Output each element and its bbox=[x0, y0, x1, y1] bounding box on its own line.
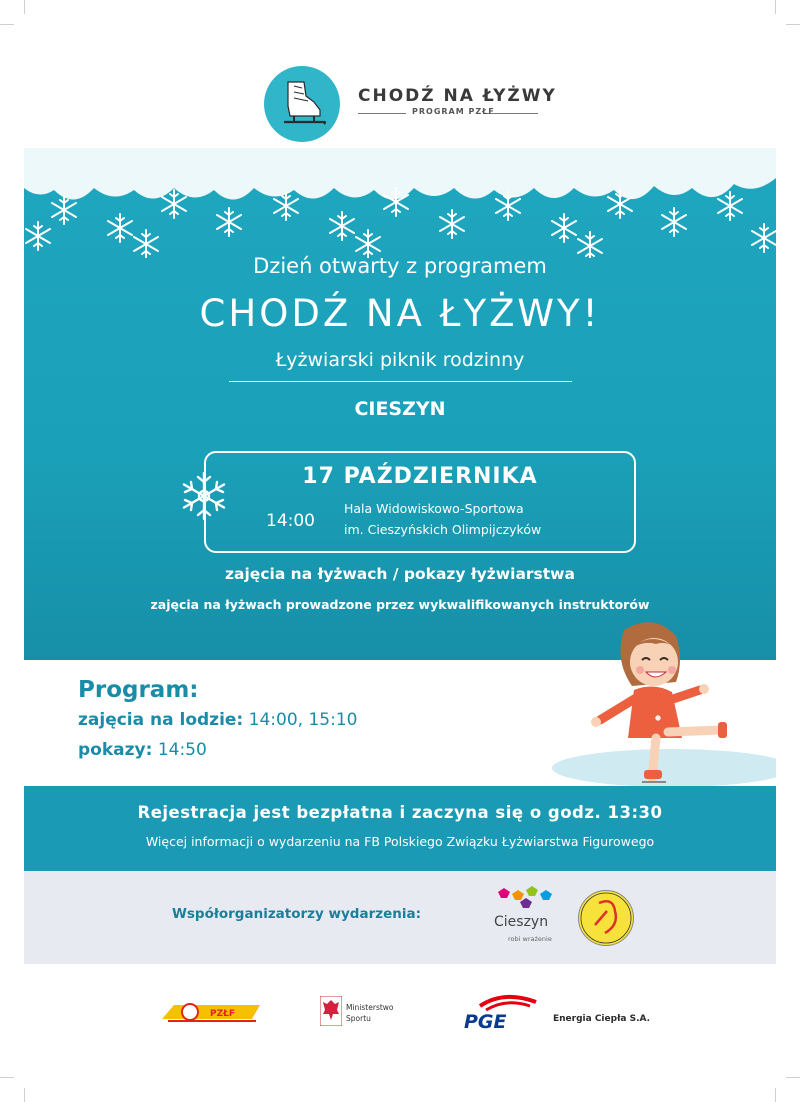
pge-company-name: Energia Ciepła S.A. bbox=[553, 1014, 651, 1024]
poster bbox=[24, 24, 776, 1078]
trim-mark bbox=[775, 1088, 776, 1102]
venue-line: im. Cieszyńskich Olimpijczyków bbox=[344, 522, 542, 537]
trim-mark bbox=[0, 1077, 14, 1078]
trim-mark bbox=[0, 24, 14, 25]
pge-logo-text: PGE bbox=[464, 1011, 507, 1032]
pge-logo bbox=[460, 992, 548, 1032]
divider bbox=[229, 381, 572, 382]
program-item-value: 14:50 bbox=[157, 740, 207, 760]
cieszyn-name: Cieszyn bbox=[494, 914, 549, 930]
program-item bbox=[78, 740, 207, 760]
cieszyn-logo bbox=[492, 886, 556, 914]
logo-subtitle: PROGRAM PZŁF bbox=[412, 107, 495, 116]
event-city: CIESZYN bbox=[354, 398, 446, 420]
facebook-info: Więcej informacji o wydarzeniu na FB Polskiego Związku Łyżwiarstwa Figurowego bbox=[145, 834, 655, 849]
skater-girl-illustration bbox=[572, 620, 732, 785]
program-item-label: pokazy: bbox=[78, 740, 153, 760]
event-headline: CHODŹ NA ŁYŻWY! bbox=[199, 292, 601, 335]
divider bbox=[358, 113, 406, 114]
event-intro: Dzień otwarty z programem bbox=[253, 254, 547, 278]
logo-badge bbox=[264, 66, 340, 142]
skating-club-logo bbox=[578, 890, 634, 946]
trim-mark bbox=[786, 24, 800, 25]
program-heading: Program: bbox=[78, 677, 199, 703]
registration-section bbox=[24, 786, 776, 871]
pzlf-logo-text: PZŁF bbox=[210, 1009, 236, 1019]
skater-silhouette-icon bbox=[579, 891, 633, 945]
event-date: 17 PAŹDZIERNIKA bbox=[302, 464, 538, 489]
program-item bbox=[78, 710, 357, 730]
trim-mark bbox=[786, 1077, 800, 1078]
ice-skate-icon bbox=[264, 66, 340, 142]
trim-mark bbox=[24, 0, 25, 14]
activities-note: zajęcia na łyżwach prowadzone przez wykwalifikowanych instruktorów bbox=[150, 597, 650, 612]
cieszyn-tagline: robi wrażenie bbox=[508, 935, 552, 943]
program-item-value: 14:00, 15:10 bbox=[248, 710, 358, 730]
event-subtitle: Łyżwiarski piknik rodzinny bbox=[275, 349, 525, 371]
trim-mark bbox=[24, 1088, 25, 1102]
snowflake-border bbox=[24, 148, 776, 258]
activities: zajęcia na łyżwach / pokazy łyżwiarstwa bbox=[225, 565, 575, 583]
ministry-line: Sportu bbox=[346, 1014, 371, 1023]
ministry-line: Ministerstwo bbox=[346, 1003, 394, 1012]
event-time: 14:00 bbox=[266, 511, 315, 531]
pzlf-logo bbox=[160, 999, 264, 1025]
registration-info: Rejestracja jest bezpłatna i zaczyna się o godz. 13:30 bbox=[137, 803, 663, 822]
trim-mark bbox=[775, 0, 776, 14]
coorganizers-label: Współorganizatorzy wydarzenia: bbox=[172, 906, 421, 922]
polish-eagle-icon bbox=[320, 996, 342, 1026]
logo-title: CHODŹ NA ŁYŻWY bbox=[358, 86, 557, 106]
program-item-label: zajęcia na lodzie: bbox=[78, 710, 244, 730]
venue-line: Hala Widowiskowo-Sportowa bbox=[344, 501, 524, 516]
